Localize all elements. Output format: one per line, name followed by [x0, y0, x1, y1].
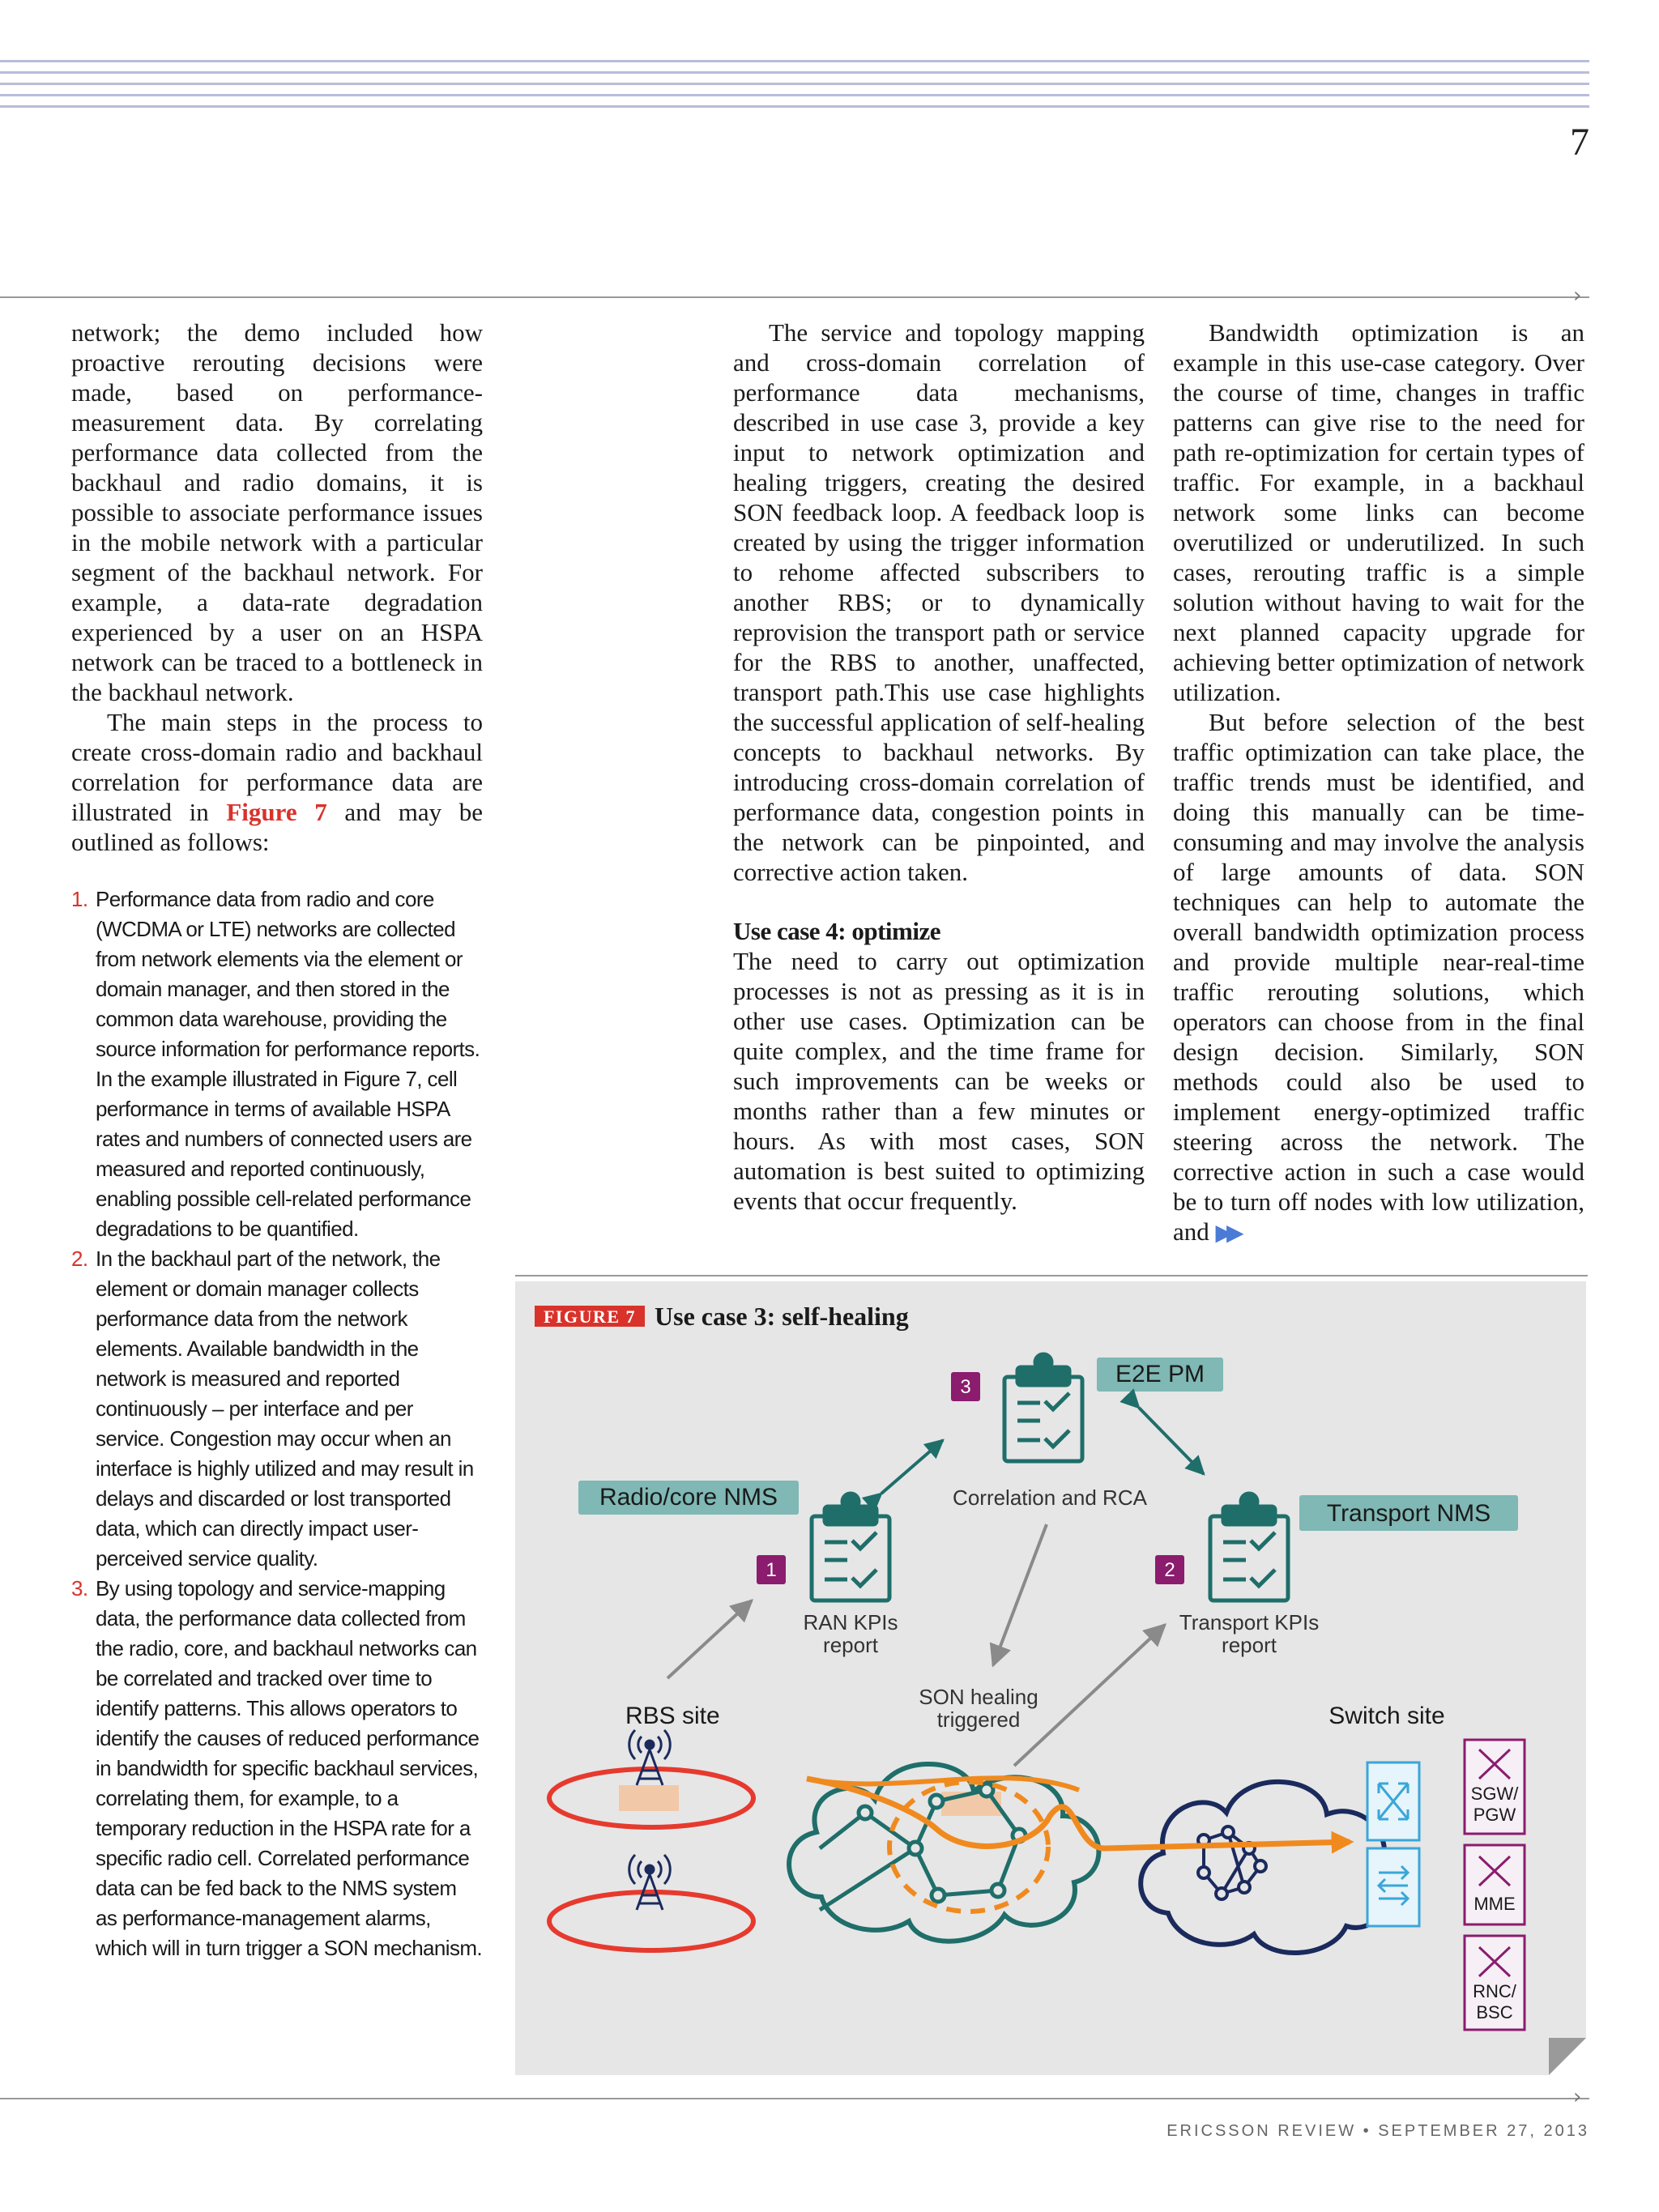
bottom-divider-arrow-icon: › [1573, 2085, 1582, 2109]
left-paragraph-2 [71, 707, 483, 857]
arrow-rbs-to-ran [667, 1600, 752, 1678]
radio-core-nms-label: Radio/core NMS [599, 1484, 778, 1511]
badge-3-label: 3 [960, 1376, 971, 1398]
list-item-number: 1. [71, 887, 88, 911]
sgw-label: SGW/ [1470, 1784, 1519, 1804]
list-item-text: By using topology and service-mapping data, the performance data collected from the radio, core, and backhaul networks can be correlated and tracked over time to identify patterns. This allows operators to identify the causes of reduced performance in bandwidth for specific backhaul services, correlating them, for example, to a temporary reduction in the HSPA rate for a specific radio cell. Correlated performance data can be fed back to the NMS system as performance-management alarms, which will in turn trigger a SON mechanism. [96, 1576, 483, 1960]
process-steps-list [71, 884, 483, 1963]
correlation-rca-label: Correlation and RCA [953, 1485, 1147, 1510]
figure-title: Use case 3: self-healing [655, 1302, 909, 1331]
son-healing-label: SON healing [919, 1685, 1038, 1709]
section-heading-use-case-4: Use case 4: optimize [733, 917, 940, 945]
list-item-text: In the backhaul part of the network, the element or domain manager collects performance data from the network elements. Available bandwidth in the network is measured and reported continuously – per interface and per service. Congestion may occur when an interface is highly utilized and may result in delays and discarded or lost transported data, which can directly impact user-perceived service quality. [96, 1247, 474, 1571]
router-icon [1367, 1848, 1419, 1926]
list-item [71, 1574, 483, 1963]
congested-cell-highlight [619, 1785, 679, 1811]
backhaul-network-cloud [789, 1764, 1098, 1941]
list-item-text: Performance data from radio and core (WCDMA or LTE) networks are collected from network elements via the element or domain manager, and then stored in the common data warehouse, providing the source information for performance reports. In the example illustrated in Figure 7, cell performance in terms of available HSPA rates and numbers of connected users are measured and reported continuously, enabling possible cell-related performance degradations to be quantified. [96, 887, 480, 1241]
figure-7-reference[interactable]: Figure 7 [226, 798, 327, 826]
list-item-number: 2. [71, 1247, 88, 1271]
right-column [1173, 318, 1584, 1247]
rnc-label: RNC/ [1473, 1981, 1516, 2001]
switch-icon [1367, 1762, 1419, 1840]
transport-nms-label: Transport NMS [1326, 1500, 1491, 1527]
son-triggered-label: triggered [936, 1707, 1021, 1732]
transport-kpis-report-label: report [1222, 1633, 1277, 1657]
rbs-cell-2 [549, 1892, 753, 1950]
continue-arrow-icon[interactable]: ▶▶ [1215, 1219, 1238, 1246]
page-number: 7 [1570, 121, 1589, 164]
bsc-label: BSC [1476, 2002, 1513, 2022]
figure-top-rule [515, 1275, 1588, 1276]
left-paragraph-2-text: The main steps in the process to create cross-domain radio and backhaul correlation for performance data are illustrated in [71, 708, 483, 826]
figure-label: FIGURE 7 [543, 1306, 637, 1327]
left-paragraph-1: network; the demo included how proactive rerouting decisions were made, based on performance-measurement data. By correlating performance data collected from the backhaul and radio domains, it is possible to associate performance issues in the mobile network with a particular segment of the backhaul network. For example, a data-rate degradation experienced by a user on an HSPA network can be traced to a bottleneck in the backhaul network. [71, 318, 483, 706]
right-paragraph-2 [1173, 707, 1584, 1247]
list-item [71, 1244, 483, 1574]
radio-tower-icon [629, 1855, 670, 1910]
radio-tower-icon [629, 1730, 670, 1785]
ran-kpis-report-label: report [823, 1633, 878, 1657]
core-topology [1198, 1826, 1266, 1899]
top-divider-arrow-icon: › [1573, 283, 1582, 308]
badge-1-label: 1 [766, 1559, 777, 1581]
middle-column [733, 318, 1145, 1216]
transport-clipboard-icon [1210, 1494, 1288, 1600]
ran-clipboard-icon [812, 1494, 889, 1600]
arrow-ran-to-e2e [881, 1440, 943, 1494]
arrow-e2e-to-transport [1139, 1408, 1204, 1474]
bottom-divider [0, 2098, 1589, 2099]
mme-label: MME [1473, 1894, 1516, 1914]
left-paragraph-2-end: and may be outlined as follows: [71, 798, 484, 856]
ran-kpis-label: RAN KPIs [803, 1610, 898, 1634]
arrow-correlation-to-son [993, 1524, 1047, 1665]
e2e-pm-label: E2E PM [1115, 1361, 1205, 1387]
right-paragraph-2-text: But before selection of the best traffic optimization can take place, the traffic trends must be identified, and doing this manually can be time-consuming and may involve the analysis of large amounts of data. SON techniques can help to automate the overall bandwidth optimization process and provide multiple near-real-time traffic rerouting solutions, which operators can choose from in the final design decision. Similarly, SON methods could also be used to implement energy-optimized traffic steering across the network. The corrective action in such a case would be to turn off nodes with low utilization, and [1173, 708, 1584, 1246]
middle-paragraph-2: The need to carry out optimization processes is not as pressing as it is in other use cases. Optimization can be quite complex, and the time frame for such improvements can be weeks or months rather than a few minutes or hours. As with most cases, SON automation is best suited to optimizing events that occur frequently. [733, 947, 1145, 1215]
left-column [71, 318, 483, 1963]
self-healing-diagram [515, 1281, 1586, 2075]
footer-publication: ERICSSON REVIEW • SEPTEMBER 27, 2013 [1166, 2122, 1589, 2140]
switch-site-label: Switch site [1328, 1703, 1445, 1729]
badge-2-label: 2 [1164, 1559, 1175, 1581]
top-divider [0, 296, 1589, 298]
right-paragraph-1: Bandwidth optimization is an example in this use-case category. Over the course of time, changes in traffic patterns can give rise to the need for path re-optimization for certain types of traffic. For example, in a backhaul network some links can become overutilized or underutilized. In such cases, rerouting traffic is a simple solution without having to wait for the next planned capacity upgrade for achieving better optimization of network utilization. [1173, 318, 1584, 706]
pgw-label: PGW [1473, 1805, 1516, 1825]
middle-paragraph-1: The service and topology mapping and cross-domain correlation of performance data mechanisms, described in use case 3, provide a key input to network optimization and healing triggers, creating the desired SON feedback loop. A feedback loop is created by using the trigger information to rehome affected subscribers to another RBS; or to dynamically reprovision the transport path or service for the RBS to another, unaffected, transport path.This use case highlights the successful application of self-healing concepts to backhaul networks. By introducing cross-domain correlation of performance data, congestion points in the network can be pinpointed, and corrective action taken. [733, 318, 1145, 886]
header-rule-lines [0, 60, 1589, 115]
rbs-site-label: RBS site [625, 1703, 720, 1729]
list-item-number: 3. [71, 1576, 88, 1600]
e2e-clipboard-icon [1004, 1354, 1082, 1461]
list-item [71, 884, 483, 1244]
figure-7 [515, 1281, 1586, 2075]
transport-kpis-label: Transport KPIs [1179, 1610, 1320, 1634]
